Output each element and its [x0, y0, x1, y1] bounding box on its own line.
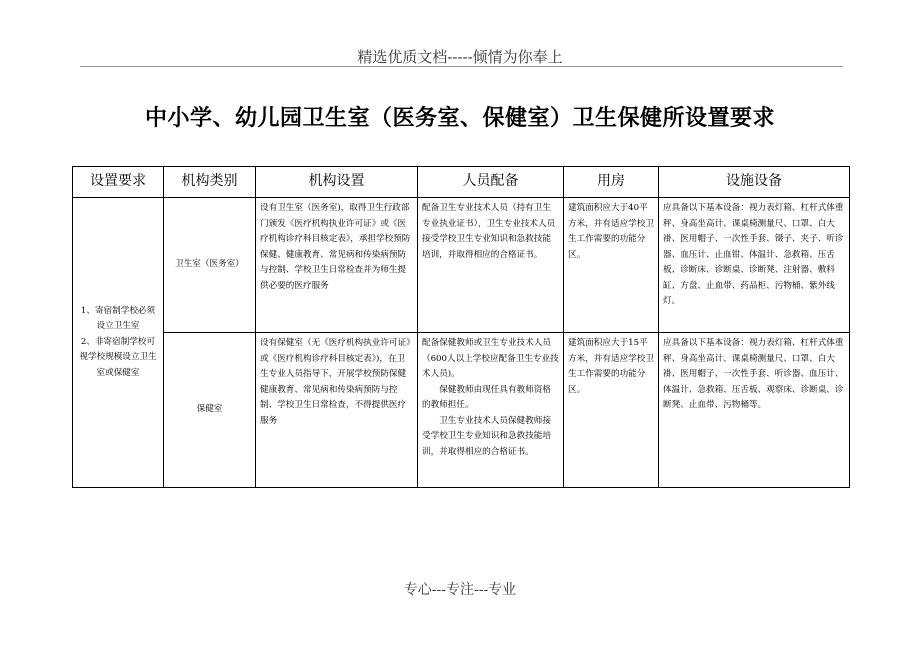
column-header-institution-type: 机构类别 — [164, 167, 256, 198]
requirement-item: 2、非寄宿制学校可视学校规模设立卫生室或保健室 — [79, 336, 157, 378]
table-row — [73, 333, 850, 488]
requirement-cell — [73, 198, 164, 488]
header-divider — [80, 66, 843, 67]
room-cell: 建筑面积应大于40平方米，并有适应学校卫生工作需要的功能分区。 — [564, 198, 659, 333]
column-header-requirement: 设置要求 — [73, 167, 164, 198]
requirement-item: 1、寄宿制学校必须设立卫生室 — [80, 305, 156, 332]
table-header-row — [73, 167, 850, 198]
institution-type-cell: 保健室 — [164, 333, 256, 488]
institution-setup-cell: 设有卫生室（医务室)，取得卫生行政部门颁发《医疗机构执业许可证》或《医疗机构诊疗科目核定表》，承担学校预防保健、健康教育、常见病和传染病预防与控制、学校卫生日常检查并为师生提供必要的医疗服务 — [256, 198, 418, 333]
column-header-staffing: 人员配备 — [418, 167, 564, 198]
staffing-cell — [418, 333, 564, 488]
staffing-paragraph: 保健教师由现任具有教师资格的教师担任。 — [422, 384, 551, 410]
requirements-table — [72, 166, 850, 488]
document-title: 中小学、幼儿园卫生室（医务室、保健室）卫生保健所设置要求 — [144, 106, 775, 131]
staffing-paragraph: 配备卫生专业技术人员（持有卫生专业执业证书），卫生专业技术人员接受学校卫生专业知识和急救技能培训，并取得相应的合格证书。 — [422, 203, 556, 260]
equipment-cell: 应具备以下基本设备：视力表灯箱、杠杆式体重秤、身高坐高计、课桌椅测量尺、口罩、白大褂、医用帽子、一次性手套、听诊器、血压计、体温计、急救箱、压舌板、观察床、诊断桌、诊断凳、止血带、污物桶等。 — [659, 333, 850, 488]
column-header-institution-setup: 机构设置 — [256, 167, 418, 198]
staffing-cell — [418, 198, 564, 333]
equipment-cell: 应具备以下基本设备：视力表灯箱、杠杆式体重秤、身高坐高计、课桌椅测量尺、口罩、白大褂、医用帽子、一次性手套、镊子、夹子、听诊器、血压计、止血钳、体温计、急救箱、压舌板、诊断床、诊断桌、诊断凳、注射器、敷料缸、方盘、止血带、药品柜、污物桶、紫外线灯。 — [659, 198, 850, 333]
room-cell: 建筑面积应大于15平方米，并有适应学校卫生工作需要的功能分区。 — [564, 333, 659, 488]
column-header-equipment: 设施设备 — [659, 167, 850, 198]
column-header-room: 用房 — [564, 167, 659, 198]
institution-setup-cell: 设有保健室（无《医疗机构执业许可证》或《医疗机构诊疗科目核定表》)，在卫生专业人员指导下，开展学校预防保健健康教育、常见病和传染病预防与控制、学校卫生日常检查，不得提供医疗服务 — [256, 333, 418, 488]
staffing-paragraph: 配备保健教师或卫生专业技术人员（600人以上学校应配备卫生专业技术人员)。 — [422, 338, 559, 379]
table-row — [73, 198, 850, 333]
staffing-paragraph: 卫生专业技术人员保健教师接受学校卫生专业知识和急救技能培训，并取得相应的合格证书。 — [422, 415, 551, 457]
institution-type-cell: 卫生室（医务室） — [164, 198, 256, 333]
page-header: 精选优质文档-----倾情为你奉上 — [357, 48, 563, 66]
page-footer: 专心---专注---专业 — [403, 582, 517, 598]
